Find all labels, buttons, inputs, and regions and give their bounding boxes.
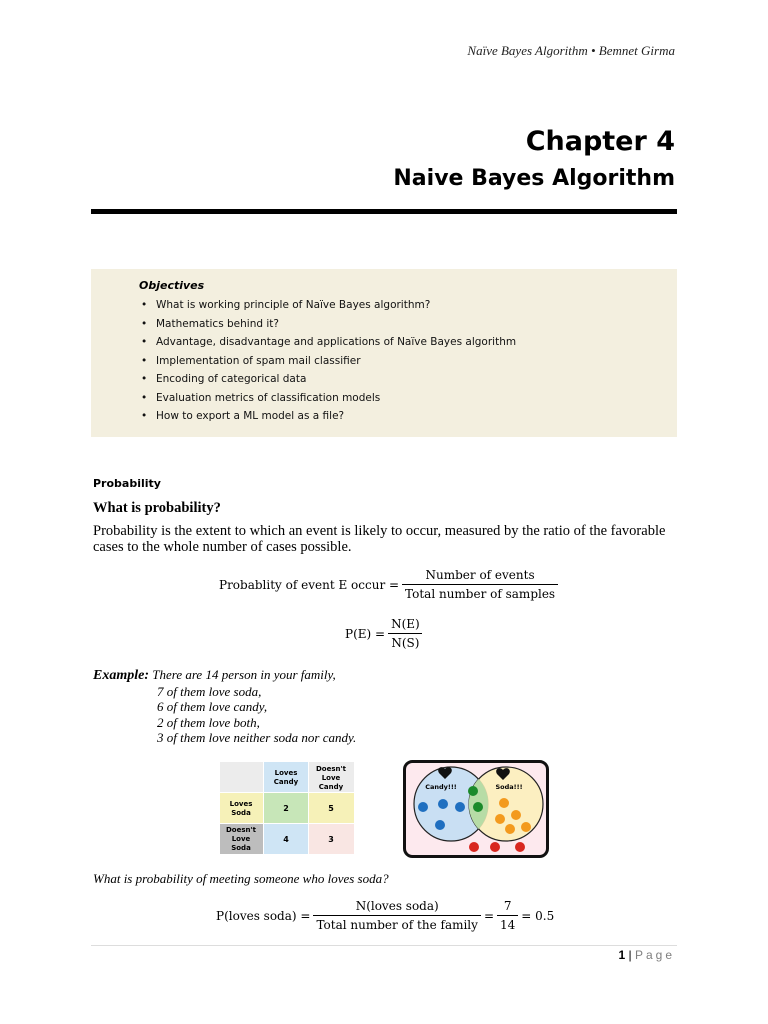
objective-item: • What is working principle of Naïve Bayes algorithm? <box>139 296 677 315</box>
page-separator: | <box>628 948 632 962</box>
example-line: 3 of them love neither soda nor candy. <box>157 730 357 745</box>
running-header: Naïve Bayes Algorithm • Bemnet Girma <box>467 43 675 58</box>
subsection-heading: What is probability? <box>93 500 221 516</box>
example-block <box>93 667 356 746</box>
objectives-heading: Objectives <box>139 279 205 292</box>
formula-numerator: 7 <box>503 899 512 913</box>
soda-dot <box>521 822 531 832</box>
soda-dot <box>495 814 505 824</box>
objective-item: • How to export a ML model as a file? <box>139 407 677 426</box>
example-line: There are 14 person in your family, <box>152 667 336 682</box>
table-row-header: Doesn't Love Soda <box>225 826 257 852</box>
page-word: Page <box>634 948 675 962</box>
both-dot <box>473 802 483 812</box>
objective-item: • Mathematics behind it? <box>139 315 677 334</box>
formula-denominator: Total number of samples <box>402 584 558 601</box>
table-cell-value: 4 <box>283 835 289 844</box>
formula-numerator: N(loves soda) <box>355 899 439 913</box>
formula-fraction <box>388 617 423 650</box>
table-cell-value: 3 <box>328 835 334 844</box>
table-row-header-bg <box>220 793 263 823</box>
table-row-header: Loves Soda <box>229 800 253 817</box>
formula-lhs: P(loves soda) = <box>216 908 311 923</box>
objective-item: • Evaluation metrics of classification models <box>139 389 677 408</box>
objectives-list <box>139 296 677 426</box>
candy-dot <box>455 802 465 812</box>
example-line: 6 of them love candy, <box>157 699 268 714</box>
both-dot <box>468 786 478 796</box>
table-col-header: Loves Candy <box>273 769 299 786</box>
formula-denominator: N(S) <box>388 633 422 650</box>
footer-rule <box>91 945 677 946</box>
formula-fraction <box>313 899 480 932</box>
objective-item: • Implementation of spam mail classifier <box>139 352 677 371</box>
table-corner <box>220 762 263 792</box>
table-col-header-bg <box>264 762 308 792</box>
formula-equals: = <box>483 908 494 923</box>
objectives-box <box>91 269 677 437</box>
soda-dot <box>505 824 515 834</box>
formula-numerator: Number of events <box>425 568 535 582</box>
candy-dot <box>418 802 428 812</box>
formula-fraction <box>497 899 518 932</box>
title-rule <box>91 209 677 214</box>
candy-dot <box>435 820 445 830</box>
formula-fraction <box>402 568 558 601</box>
formula-lhs: Probablity of event E occur = <box>219 577 400 592</box>
formula-result: = 0.5 <box>521 908 555 923</box>
soda-dot <box>499 798 509 808</box>
formula-numerator: N(E) <box>391 617 420 631</box>
chapter-label: Chapter 4 <box>525 126 675 157</box>
formula-denominator: Total number of the family <box>313 915 480 932</box>
objective-item: • Advantage, disadvantage and applications of Naïve Bayes algorithm <box>139 333 677 352</box>
pe-formula <box>345 617 426 650</box>
formula-denominator: 14 <box>497 915 518 932</box>
table-cell-value: 5 <box>328 804 334 813</box>
example-label: Example: <box>93 668 149 683</box>
objective-item: • Encoding of categorical data <box>139 370 677 389</box>
chapter-title: Naive Bayes Algorithm <box>393 166 675 191</box>
soda-dot <box>511 810 521 820</box>
soda-label: Soda!!! <box>495 783 523 791</box>
page-footer <box>618 948 675 962</box>
contingency-table <box>220 762 356 856</box>
example-line: 2 of them love both, <box>157 714 260 730</box>
table-col-header: Doesn't Love Candy <box>315 765 347 791</box>
candy-label: Candy!!! <box>425 783 457 791</box>
example-line: 7 of them love soda, <box>157 683 262 699</box>
neither-dot <box>515 842 525 852</box>
probability-formula <box>219 568 561 601</box>
table-cell-value: 2 <box>283 804 289 813</box>
section-heading: Probability <box>93 477 161 490</box>
neither-dot <box>490 842 500 852</box>
page-number: 1 <box>618 948 626 962</box>
formula-lhs: P(E) = <box>345 626 386 641</box>
example-question: What is probability of meeting someone who loves soda? <box>93 871 389 886</box>
candy-dot <box>438 799 448 809</box>
venn-diagram <box>403 760 549 858</box>
soda-formula <box>216 899 554 932</box>
neither-dot <box>469 842 479 852</box>
definition-paragraph: Probability is the extent to which an event is likely to occur, measured by the ratio of the favorable cases to the whole number of cases possible. <box>93 523 666 555</box>
